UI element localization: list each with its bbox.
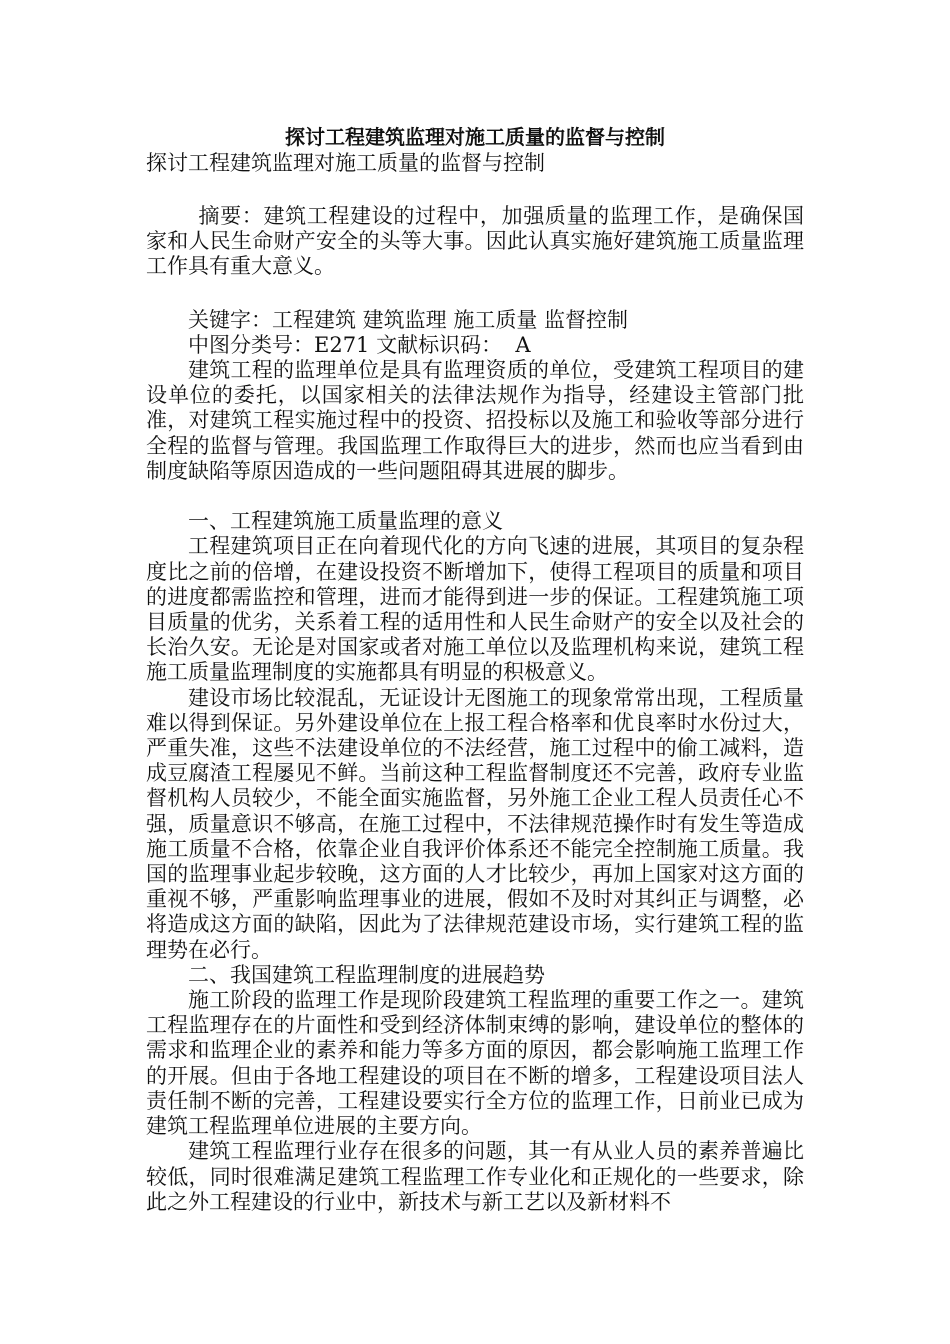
spacer xyxy=(146,176,804,204)
section-2-paragraph-2: 建筑工程监理行业存在很多的问题，其一有从业人员的素养普遍比较低，同时很难满足建筑工程监理工作专业化和正规化的一些要求，除此之外工程建设的行业中，新技术与新工艺以及新材料不 xyxy=(146,1139,804,1214)
spacer xyxy=(146,484,804,509)
spacer xyxy=(146,280,804,308)
section-2-paragraph-1: 施工阶段的监理工作是现阶段建筑工程监理的重要工作之一。建筑工程监理存在的片面性和受到经济体制束缚的影响，建设单位的整体的需求和监理企业的素养和能力等多方面的原因，都会影响施工监理工作的开展。但由于各地工程建设的项目在不断的增多，工程建设项目法人责任制不断的完善，工程建设要实行全方位的监理工作，日前业已成为建筑工程监理单位进展的主要方向。 xyxy=(146,988,804,1139)
document-title: 探讨工程建筑监理对施工质量的监督与控制 xyxy=(285,125,665,149)
keywords-line: 关键字：工程建筑 建筑监理 施工质量 监督控制 xyxy=(188,307,629,332)
intro-paragraph: 建筑工程的监理单位是具有监理资质的单位，受建筑工程项目的建设单位的委托，以国家相关的法律法规作为指导，经建设主管部门批准，对建筑工程实施过程中的投资、招投标以及施工和验收等部分进行全程的监督与管理。我国监理工作取得巨大的进步，然而也应当看到由制度缺陷等原因造成的一些问题阻碍其进展的脚步。 xyxy=(146,358,804,483)
section-heading-2: 二、我国建筑工程监理制度的进展趋势 xyxy=(188,962,545,987)
document-subtitle: 探讨工程建筑监理对施工质量的监督与控制 xyxy=(146,151,545,175)
section-1-paragraph-1: 工程建筑项目正在向着现代化的方向飞速的进展，其项目的复杂程度比之前的倍增，在建设投资不断增加下，使得工程项目的质量和项目的进度都需监控和管理，进而才能得到进一步的保证。工程建筑施工项目质量的优劣，关系着工程的适用性和人民生命财产的安全以及社会的长治久安。无论是对国家或者对施工单位以及监理机构来说，建筑工程施工质量监理制度的实施都具有明显的积极意义。 xyxy=(146,534,804,685)
section-heading-1: 一、工程建筑施工质量监理的意义 xyxy=(188,509,503,534)
classification-line: 中图分类号：E271 文献标识码： A xyxy=(188,332,531,357)
section-1-paragraph-2: 建设市场比较混乱，无证设计无图施工的现象常常出现，工程质量难以得到保证。另外建设单位在上报工程合格率和优良率时水份过大，严重失准，这些不法建设单位的不法经营，施工过程中的偷工减料，造成豆腐渣工程屡见不鲜。当前这种工程监督制度还不完善，政府专业监督机构人员较少，不能全面实施监督，另外施工企业工程人员责任心不强，质量意识不够高，在施工过程中，不法律规范操作时有发生等造成施工质量不合格，依靠企业自我评价体系还不能完全控制施工质量。我国的监理事业起步较晚，这方面的人才比较少，再加上国家对这方面的重视不够，严重影响监理事业的进展，假如不及时对其纠正与调整，必将造成这方面的缺陷，因此为了法律规范建设市场，实行建筑工程的监理势在必行。 xyxy=(146,685,804,962)
abstract-paragraph: 摘要：建筑工程建设的过程中，加强质量的监理工作，是确保国家和人民生命财产安全的头等大事。因此认真实施好建筑施工质量监理工作具有重大意义。 xyxy=(146,204,804,279)
document-body xyxy=(146,124,804,1215)
